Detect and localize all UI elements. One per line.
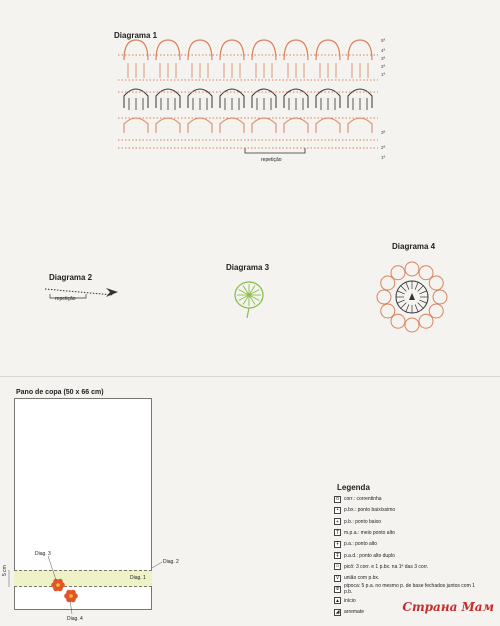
legend-symbol-icon: Φ bbox=[335, 586, 340, 593]
legend-symbol-icon: Ŧ bbox=[335, 552, 340, 559]
legend-symbol-icon: • bbox=[334, 507, 341, 514]
legend-item bbox=[334, 596, 356, 606]
diagram1-repeat-label: repetição bbox=[261, 157, 282, 163]
pano-title: Pano de copa (50 x 66 cm) bbox=[16, 389, 104, 396]
diagram4-title: Diagrama 4 bbox=[392, 242, 436, 251]
legend-item-text: pipoca: 5 p.a. no mesmo p. de base fechados juntos com 1 p.b. bbox=[344, 583, 475, 596]
legend-symbol-icon: ◢ bbox=[335, 609, 340, 615]
legend-symbol-icon: Ŧ bbox=[335, 541, 340, 548]
diagram3-title: Diagrama 3 bbox=[226, 263, 270, 272]
legend-symbol-icon: ᴼ bbox=[334, 563, 341, 570]
diagram2-repeat-label: repetição bbox=[55, 296, 76, 302]
pano-diag2-label: Diag. 2 bbox=[163, 559, 179, 565]
diagram1-row-label: 1ª bbox=[381, 72, 386, 77]
diagram1-row-label: 4ª bbox=[381, 48, 386, 53]
diagram1-row-label: 5ª bbox=[381, 38, 386, 43]
diagram1-row-label: 3ª bbox=[381, 56, 386, 61]
pano-side-label: 5 cm bbox=[2, 565, 8, 576]
legend-item-text: arremate bbox=[344, 609, 365, 615]
legend-item bbox=[334, 562, 428, 572]
legend-item-text: p.a.d.: ponto alto duplo bbox=[344, 552, 395, 559]
legend-item bbox=[334, 573, 379, 583]
legend-item bbox=[334, 494, 382, 504]
legend-item bbox=[334, 505, 395, 515]
watermark: Страна Мам bbox=[402, 600, 494, 614]
pano-flower-center bbox=[56, 583, 60, 587]
legend-symbol-icon: V bbox=[335, 575, 340, 582]
pano-diag3-leader bbox=[48, 556, 56, 580]
legend-symbol-icon: ▲ bbox=[335, 597, 340, 604]
legend-item bbox=[334, 539, 377, 549]
legend-item-text: p.a.: ponto alto bbox=[344, 541, 378, 548]
diagram1-row-label: 3ª bbox=[381, 130, 386, 135]
legend-item-text: picô: 3 corr. e 1 p.bx. na 1ª das 3 corr. bbox=[344, 563, 429, 570]
pano-diag4-leader bbox=[70, 600, 72, 614]
legend-item bbox=[334, 551, 395, 561]
legend-item-text: início bbox=[344, 597, 356, 604]
pano-diag3-label: Diag. 3 bbox=[35, 551, 51, 557]
legend-item bbox=[334, 584, 484, 594]
pano-diag2-leader bbox=[152, 562, 162, 568]
diagram1-row-label: 2ª bbox=[381, 145, 386, 150]
legend-item-text: m.p.a.: meio ponto alto bbox=[344, 529, 395, 536]
legend-symbol-icon: T bbox=[335, 529, 340, 536]
diagram2-title: Diagrama 2 bbox=[49, 273, 93, 282]
diagram1-row-label: 2ª bbox=[381, 64, 386, 69]
legend-item bbox=[334, 607, 364, 617]
pano-flower-center bbox=[69, 594, 73, 598]
legend-item-text: união com p.bx. bbox=[344, 575, 380, 582]
legend-item bbox=[334, 528, 395, 538]
legend-title: Legenda bbox=[337, 483, 370, 492]
legend-item-text: p.b.: ponto baixo bbox=[344, 518, 381, 525]
legend-item-text: corr.: correntinha bbox=[344, 496, 382, 502]
legend-symbol-icon: o bbox=[334, 496, 341, 503]
pano-diag1-label: Diag. 1 bbox=[130, 575, 146, 581]
pano-diag4-label: Diag. 4 bbox=[67, 616, 83, 622]
legend-symbol-icon: + bbox=[334, 518, 341, 525]
diagram1-title: Diagrama 1 bbox=[114, 31, 158, 40]
diagram1-row-label: 1ª bbox=[381, 155, 386, 160]
legend-item bbox=[334, 517, 381, 527]
legend-item-text: p.bx.: ponto baixíssimo bbox=[344, 507, 396, 514]
